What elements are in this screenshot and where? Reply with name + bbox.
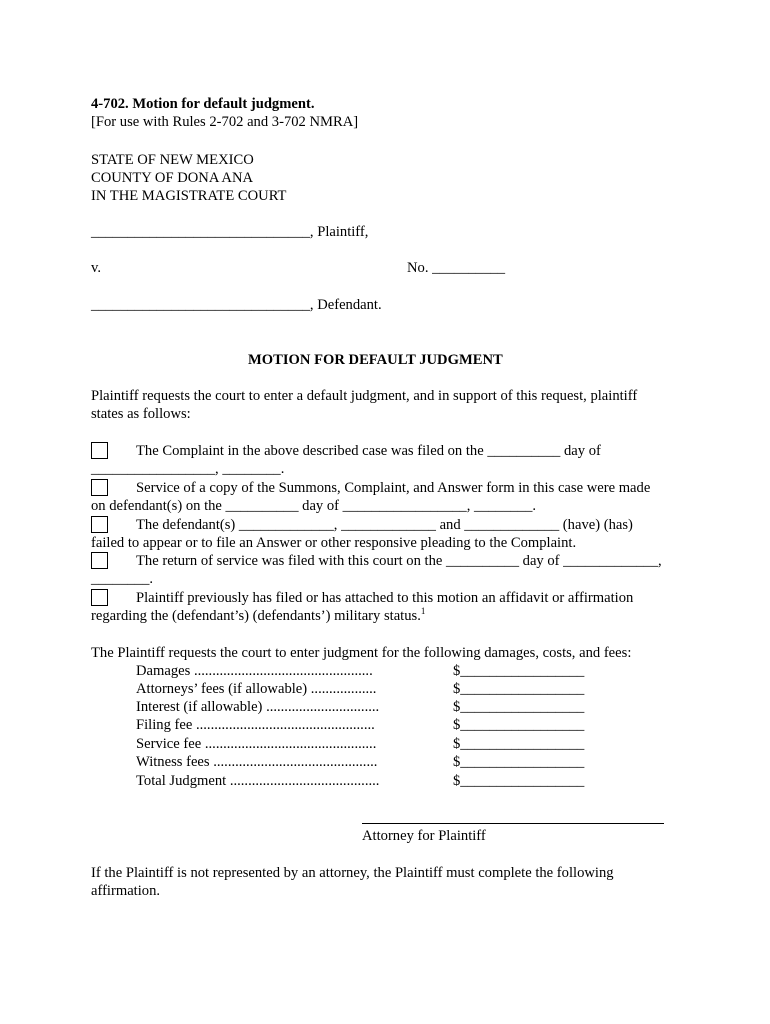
fee-label-damages: Damages ................................................. [136, 663, 373, 679]
failed-to-appear-text-2: failed to appear or to file an Answer or other responsive pleading to the Complaint. [91, 535, 577, 551]
signature-line[interactable] [362, 823, 664, 824]
court-state: STATE OF NEW MEXICO [91, 152, 254, 168]
footnote-marker: 1 [420, 606, 426, 617]
return-of-service-checkbox[interactable] [91, 552, 108, 569]
service-made-text: Service of a copy of the Summons, Complaint, and Answer form in this case were made [136, 480, 651, 496]
military-status-text: Plaintiff previously has filed or has attached to this motion an affidavit or affirmation [136, 590, 634, 606]
fee-label-witness: Witness fees ............................................. [136, 754, 378, 770]
affirmation-line-1: If the Plaintiff is not represented by an attorney, the Plaintiff must complete the following [91, 865, 614, 881]
return-of-service-text: The return of service was filed with this court on the __________ day of _____________, [136, 553, 662, 569]
complaint-filed-checkbox[interactable] [91, 442, 108, 459]
fee-amount-damages[interactable]: $_________________ [453, 663, 585, 679]
failed-to-appear-checkbox[interactable] [91, 516, 108, 533]
fee-amount-total[interactable]: $_________________ [453, 773, 585, 789]
fee-label-total: Total Judgment ......................................... [136, 773, 380, 789]
affirmation-line-2: affirmation. [91, 883, 161, 899]
military-status-text-2-body: regarding the (defendant’s) (defendants’) military status. [91, 608, 421, 624]
versus: v. [91, 260, 101, 276]
fee-label-interest: Interest (if allowable) ............................... [136, 699, 380, 715]
court-county: COUNTY OF DONA ANA [91, 170, 254, 186]
complaint-filed-text: The Complaint in the above described case was filed on the __________ day of [136, 443, 601, 459]
rule-note: [For use with Rules 2-702 and 3-702 NMRA] [91, 114, 359, 130]
service-made-checkbox[interactable] [91, 479, 108, 496]
fee-amount-attorneys[interactable]: $_________________ [453, 681, 585, 697]
fee-amount-interest[interactable]: $_________________ [453, 699, 585, 715]
fee-amount-service[interactable]: $_________________ [453, 736, 585, 752]
intro-line-1: Plaintiff requests the court to enter a default judgment, and in support of this request, plaintiff [91, 388, 638, 404]
military-status-text-2 [91, 607, 425, 625]
damages-intro: The Plaintiff requests the court to enter judgment for the following damages, costs, and fees: [91, 645, 632, 661]
fee-amount-filing[interactable]: $_________________ [453, 717, 585, 733]
military-status-checkbox[interactable] [91, 589, 108, 606]
form-title: MOTION FOR DEFAULT JUDGMENT [248, 352, 503, 368]
complaint-filed-date[interactable]: _________________, ________. [91, 461, 285, 477]
intro-line-2: states as follows: [91, 406, 191, 422]
return-of-service-year[interactable]: ________. [91, 571, 154, 587]
fee-amount-witness[interactable]: $_________________ [453, 754, 585, 770]
fee-label-attorneys: Attorneys’ fees (if allowable) .................. [136, 681, 377, 697]
case-number-field[interactable]: No. __________ [407, 260, 506, 276]
service-made-date[interactable]: on defendant(s) on the __________ day of _________________, ________. [91, 498, 537, 514]
defendant-line[interactable]: ______________________________, Defendant. [91, 297, 382, 313]
signature-label: Attorney for Plaintiff [362, 828, 486, 844]
rule-title: 4-702. Motion for default judgment. [91, 96, 315, 112]
fee-label-filing: Filing fee ................................................. [136, 717, 375, 733]
plaintiff-line[interactable]: ______________________________, Plaintiff, [91, 224, 369, 240]
failed-to-appear-text: The defendant(s) _____________, _____________ and _____________ (have) (has) [136, 517, 633, 533]
fee-label-service: Service fee ............................................... [136, 736, 377, 752]
court-name: IN THE MAGISTRATE COURT [91, 188, 287, 204]
